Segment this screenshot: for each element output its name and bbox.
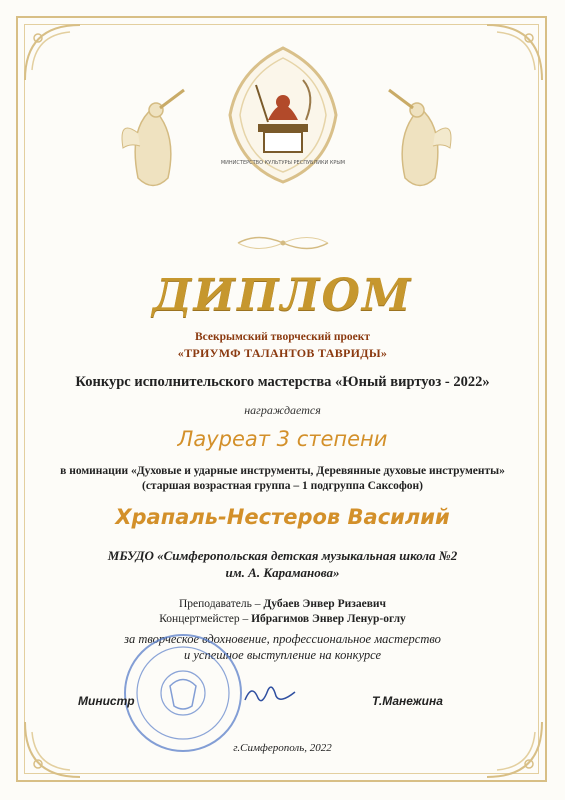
angel-ornament-icon bbox=[385, 88, 455, 198]
awarded-label: награждается bbox=[244, 403, 321, 417]
accompanist-name: Ибрагимов Энвер Ленур-оглу bbox=[251, 613, 406, 625]
age-group-text: (старшая возрастная группа – 1 подгруппа Саксофон) bbox=[141, 480, 423, 492]
teacher-line bbox=[0, 598, 565, 610]
signer-name: Т.Манежина bbox=[372, 694, 443, 708]
ministry-emblem-logo bbox=[208, 40, 358, 190]
diploma-title: ДИПЛОМ bbox=[152, 270, 413, 321]
place-date: г.Симферополь, 2022 bbox=[233, 742, 332, 754]
project-name-line2: «ТРИУМФ ТАЛАНТОВ ТАВРИДЫ» bbox=[177, 346, 388, 360]
signature-icon bbox=[240, 678, 300, 708]
teacher-name: Дубаев Энвер Ризаевич bbox=[263, 598, 387, 610]
emblem-ring-text: МИНИСТЕРСТВО КУЛЬТУРЫ РЕСПУБЛИКИ КРЫМ bbox=[220, 160, 346, 166]
corner-ornament-icon bbox=[477, 20, 547, 90]
school-line2: им. А. Караманова» bbox=[225, 565, 340, 580]
merit-line2: и успешное выступление на конкурсе bbox=[183, 648, 382, 662]
accompanist-line bbox=[0, 613, 565, 625]
svg-text:МИНИСТЕРСТВО КУЛЬТУРЫ РЕСПУБЛИ bbox=[221, 160, 345, 166]
minister-label: Министр bbox=[78, 694, 135, 708]
project-name-line1: Всекрымский творческий проект bbox=[194, 331, 371, 343]
contest-title: Конкурс исполнительского мастерства «Юный виртуоз - 2022» bbox=[75, 374, 490, 390]
flourish-ornament-icon bbox=[233, 232, 333, 254]
merit-line1: за творческое вдохновение, профессиональное мастерство bbox=[124, 632, 441, 646]
accompanist-label: Концертмейстер – bbox=[159, 613, 252, 625]
laureate-degree: Лауреат 3 степени bbox=[177, 427, 388, 451]
teacher-label: Преподаватель – bbox=[178, 598, 264, 610]
corner-ornament-icon bbox=[20, 20, 90, 90]
nomination-text: в номинации «Духовые и ударные инструменты, Деревянные духовые инструменты» bbox=[60, 465, 505, 477]
school-line1: МБУДО «Симферопольская детская музыкальная школа №2 bbox=[107, 548, 458, 563]
recipient-name: Храпаль-Нестеров Василий bbox=[115, 505, 450, 529]
angel-ornament-icon bbox=[118, 88, 188, 198]
official-stamp-icon bbox=[118, 628, 248, 758]
